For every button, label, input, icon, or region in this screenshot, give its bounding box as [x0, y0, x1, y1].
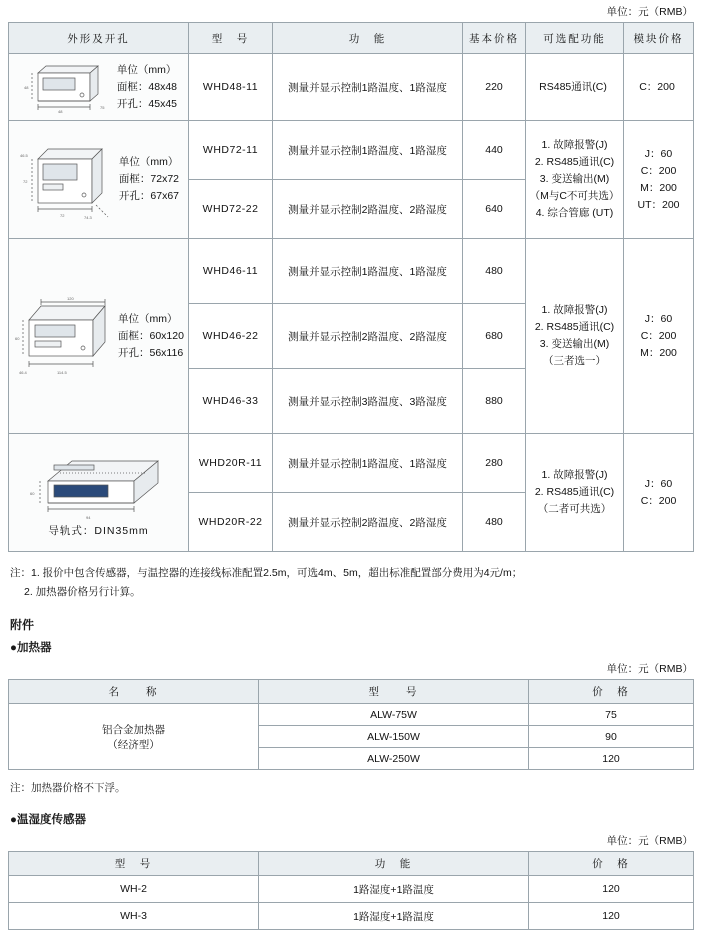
model-cell: WHD20R-22: [189, 493, 273, 552]
function-cell: 测量并显示控制1路温度、1路湿度: [273, 434, 463, 493]
col-header-model: 型 号: [189, 23, 273, 54]
col-header-name: 名 称: [9, 680, 259, 704]
svg-text:60: 60: [29, 491, 34, 496]
option-item: 1. 故障报警(J): [541, 304, 608, 316]
dim-cutout: 开孔：56x116: [117, 346, 184, 359]
whd20r-rail-drawing: [24, 447, 174, 521]
svg-text:48: 48: [57, 109, 63, 114]
accessories-title: 附件: [10, 618, 35, 632]
module-item: M：200: [640, 181, 677, 194]
outline-drawing-whd48: [9, 54, 189, 121]
outline-drawing-whd20r: [9, 434, 189, 552]
option-item: 3. 变送输出(M): [539, 173, 610, 185]
heater-name-sub: （经济型）: [107, 738, 160, 751]
table-header-row: [9, 23, 694, 54]
svg-text:114.5: 114.5: [57, 370, 67, 375]
col-header-price: 价 格: [529, 852, 694, 876]
sensor-price-table: [8, 851, 694, 930]
module-item: J：60: [644, 312, 673, 325]
options-cell: RS485通讯(C): [526, 54, 624, 121]
model-cell: WHD72-22: [189, 180, 273, 239]
model-cell: ALW-75W: [259, 704, 529, 726]
model-cell: WH-2: [9, 876, 259, 903]
svg-text:120: 120: [67, 296, 74, 301]
module-item: C：200: [640, 494, 677, 507]
table-row: [9, 434, 694, 493]
function-cell: 1路湿度+1路温度: [259, 903, 529, 930]
table-row: [9, 239, 694, 304]
sensor-table-header: [9, 852, 694, 876]
col-header-function: 功 能: [259, 852, 529, 876]
col-header-model: 型 号: [259, 680, 529, 704]
base-price-cell: 440: [463, 121, 526, 180]
rail-type-label: 导轨式：DIN35mm: [48, 525, 149, 537]
outline-drawing-whd72: [9, 121, 189, 239]
table-row: [9, 876, 694, 903]
main-table-header: [9, 23, 694, 54]
main-notes: [10, 564, 691, 602]
svg-text:72: 72: [22, 178, 28, 184]
unit-label-sensor: 单位：元（RMB）: [606, 835, 693, 847]
dim-cutout: 开孔：45x45: [116, 97, 178, 110]
col-header-options: 可选配功能: [526, 23, 624, 54]
note-line-2: 2. 加热器价格另行计算。: [24, 586, 141, 598]
price-cell: 120: [529, 903, 694, 930]
unit-label-heater: 单位：元（RMB）: [606, 663, 693, 675]
dim-cutout: 开孔：67x67: [118, 190, 180, 202]
option-item: 3. 变送输出(M): [539, 338, 610, 350]
module-price-cell: C：200: [624, 54, 694, 121]
model-cell: ALW-150W: [259, 726, 529, 748]
base-price-cell: 680: [463, 304, 526, 369]
function-cell: 测量并显示控制3路温度、3路湿度: [273, 369, 463, 434]
model-cell: WHD72-11: [189, 121, 273, 180]
option-note: （二者可共选）: [537, 503, 612, 515]
model-cell: ALW-250W: [259, 748, 529, 770]
dimension-block-whd46: [118, 311, 184, 362]
module-item: C：200: [640, 164, 677, 177]
function-cell: 测量并显示控制1路温度、1路湿度: [273, 54, 463, 121]
model-cell: WH-3: [9, 903, 259, 930]
function-cell: 测量并显示控制1路温度、1路湿度: [273, 239, 463, 304]
unit-label-main: 单位：元（RMB）: [606, 6, 693, 18]
model-cell: WHD48-11: [189, 54, 273, 121]
outline-drawing-whd46: [9, 239, 189, 434]
function-cell: 1路湿度+1路温度: [259, 876, 529, 903]
table-row: [9, 704, 694, 726]
svg-text:46.4: 46.4: [19, 370, 27, 375]
dim-unit: 单位（mm）: [117, 312, 178, 325]
sensor-section-title: ●温湿度传感器: [10, 814, 86, 826]
model-cell: WHD46-22: [189, 304, 273, 369]
svg-text:60: 60: [15, 336, 20, 341]
module-price-cell: [624, 434, 694, 552]
price-cell: 120: [529, 748, 694, 770]
options-cell: [526, 121, 624, 239]
col-header-outline: 外形及开孔: [9, 23, 189, 54]
function-cell: 测量并显示控制2路温度、2路湿度: [273, 304, 463, 369]
heater-price-table: [8, 679, 694, 770]
option-note: （三者选一）: [543, 355, 606, 367]
table-row: [9, 54, 694, 121]
model-cell: WHD46-11: [189, 239, 273, 304]
price-cell: 75: [529, 704, 694, 726]
whd48-panel-drawing: [20, 59, 112, 115]
svg-text:94: 94: [85, 515, 90, 520]
dim-frame: 面框：72x72: [118, 173, 180, 185]
col-header-function: 功 能: [273, 23, 463, 54]
option-item: 4. 综合管廊 (UT): [535, 207, 614, 219]
svg-text:48: 48: [23, 85, 29, 90]
option-item: 1. 故障报警(J): [541, 469, 608, 481]
svg-text:75: 75: [99, 105, 105, 110]
heater-section-title: ●加热器: [10, 642, 52, 654]
option-item: 1. 故障报警(J): [541, 139, 608, 151]
module-item: J：60: [644, 477, 673, 490]
table-row: [9, 121, 694, 180]
main-price-table: [8, 22, 694, 552]
base-price-cell: 640: [463, 180, 526, 239]
base-price-cell: 280: [463, 434, 526, 493]
table-header-row: [9, 680, 694, 704]
note-line-1: 注：1. 报价中包含传感器，与温控器的连接线标准配置2.5m，可选4m、5m，超出标准配置部分费用为4元/m；: [10, 567, 523, 579]
col-header-price: 价 格: [529, 680, 694, 704]
table-header-row: [9, 852, 694, 876]
module-item: C：200: [640, 329, 677, 342]
price-cell: 120: [529, 876, 694, 903]
option-item: 2. RS485通讯(C): [534, 486, 615, 498]
options-cell: [526, 434, 624, 552]
svg-text:46.5: 46.5: [19, 152, 28, 158]
col-header-base-price: 基本价格: [463, 23, 526, 54]
option-item: 2. RS485通讯(C): [534, 321, 615, 333]
option-note: （M与C不可共选）: [529, 190, 620, 202]
svg-text:74.3: 74.3: [83, 214, 92, 220]
col-header-module-price: 模块价格: [624, 23, 694, 54]
dimension-block-whd72: [119, 154, 179, 205]
heater-name-cell: [9, 704, 259, 770]
module-price-cell: [624, 239, 694, 434]
heater-table-header: [9, 680, 694, 704]
dim-frame: 面框：60x120: [117, 329, 184, 342]
base-price-cell: 220: [463, 54, 526, 121]
price-cell: 90: [529, 726, 694, 748]
dim-unit: 单位（mm）: [116, 63, 177, 76]
heater-name: 铝合金加热器: [102, 723, 165, 736]
model-cell: WHD46-33: [189, 369, 273, 434]
base-price-cell: 880: [463, 369, 526, 434]
base-price-cell: 480: [463, 239, 526, 304]
module-item: J：60: [644, 147, 673, 160]
heater-note: 注：加热器价格不下浮。: [10, 782, 126, 794]
function-cell: 测量并显示控制1路温度、1路湿度: [273, 121, 463, 180]
module-item: M：200: [640, 346, 677, 359]
whd72-panel-drawing: [18, 139, 114, 221]
module-item: UT：200: [637, 198, 680, 211]
module-price-cell: [624, 121, 694, 239]
option-item: 2. RS485通讯(C): [534, 156, 615, 168]
dimension-block-whd48: [117, 62, 177, 113]
dim-frame: 面框：48x48: [116, 80, 178, 93]
dim-unit: 单位（mm）: [118, 156, 179, 168]
model-cell: WHD20R-11: [189, 434, 273, 493]
function-cell: 测量并显示控制2路温度、2路湿度: [273, 493, 463, 552]
table-row: [9, 903, 694, 930]
col-header-model: 型 号: [9, 852, 259, 876]
whd46-panel-drawing: [13, 290, 113, 382]
function-cell: 测量并显示控制2路温度、2路湿度: [273, 180, 463, 239]
base-price-cell: 480: [463, 493, 526, 552]
svg-text:72: 72: [59, 212, 65, 218]
options-cell: [526, 239, 624, 434]
